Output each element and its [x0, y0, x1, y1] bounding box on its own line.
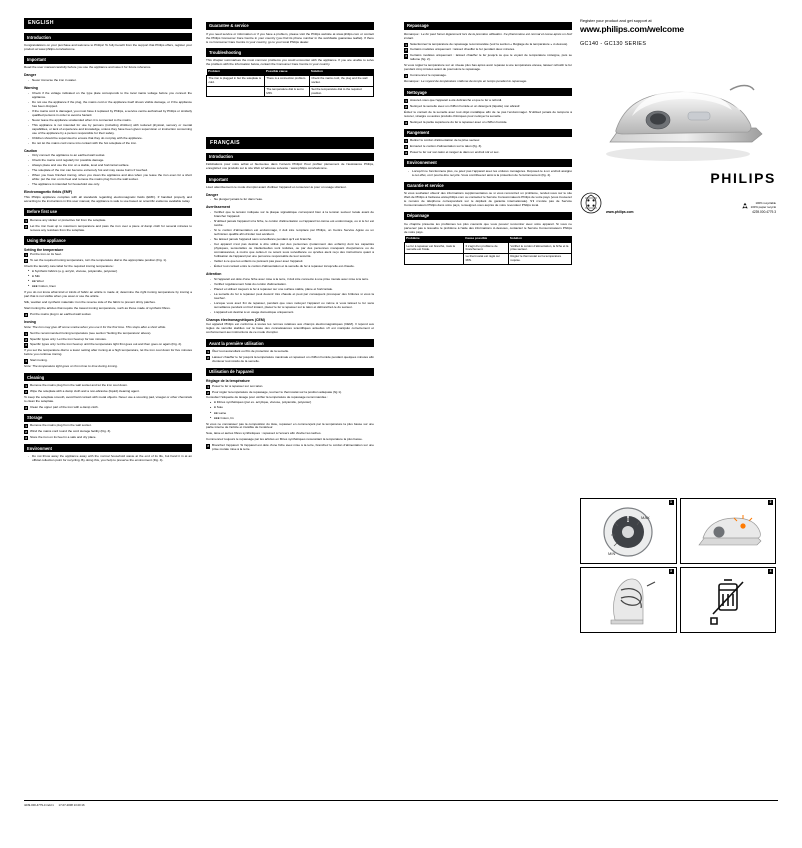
list-item: - Check if the voltage indicated on the type plate corresponds to the local mains voltage before you connect the appliance.: [29, 92, 192, 100]
subheading-warning: Warning: [24, 85, 38, 90]
subheading-cem: Champs électromagnétiques (CEM): [206, 317, 265, 322]
list-item: - Placez et utilisez toujours le fer à repasser sur une surface stable, plane et horizontale.: [211, 288, 374, 292]
environment-list: [24, 455, 192, 463]
emf-body: This Philips appliance complies with all standards regarding electromagnetic fields (EMF). If handled properly and according to the instructions in this user manual, the appliance is safe to use based on scientific evidence available today.: [24, 195, 192, 204]
figure-number: 4: [769, 569, 772, 573]
list-item: - Si le cordon d'alimentation est endommagé, il doit être remplacé par Philips, un Centre Service Agréé ou un technicien qualifié afin d'éviter tout accident.: [211, 229, 374, 237]
ironing-steps: [24, 332, 192, 348]
philips-shield-icon: [580, 192, 602, 214]
heading-utilisation: Utilisation de l'appareil: [206, 368, 374, 376]
caution-list: [24, 154, 192, 187]
subheading-emf: Electromagnetic fields (EMF): [24, 190, 73, 195]
ironing-note-1: Note: The iron may give off some smoke when you use it for the first time. This stops after a short while.: [24, 324, 167, 329]
cover-footer-row: [580, 192, 776, 214]
list-item: - Only connect the appliance to an earthed wall socket.: [29, 154, 192, 158]
list-item: Posez le fer à repasser sur son talon.: [206, 385, 374, 389]
guarantee-body: If you need service or information or if you have a problem, please visit the Philips website at www.philips.com or contact the Philips Consumer Care Centre in your country (you find its phone number in the worldwide guarantee leaflet). If there is no Consumer Care Centre in your country, go to your local Philips dealer.: [206, 31, 374, 44]
table-header-cell: Cause possible: [464, 236, 509, 242]
heading-important: Important: [24, 56, 192, 64]
garantie-body: Si vous souhaitez obtenir des informations supplémentaires ou si vous rencontrez un problème, rendez-vous sur le site Web de Philips à l'adresse www.philips.com ou contactez le Service Consommateurs Philips de votre pays (vous trouverez le numéro de téléphone correspondant sur le dépliant de garantie internationale). S'il n'existe pas de Service Consommateurs Philips dans votre pays, renseignez-vous auprès de votre revendeur Philips local.: [404, 191, 573, 208]
table-cell: The iron is plugged in but the soleplate is cold.: [207, 75, 265, 86]
list-item: Put the iron on its heel.: [24, 253, 192, 257]
storage-steps: [24, 424, 192, 440]
list-item: Nettoyez la semelle avec un chiffon humide et un détergent (liquide) non abrasif.: [404, 105, 572, 109]
warning-list: [24, 92, 192, 146]
list-item: - Lorsqu'il ne fonctionnera plus, ne jetez pas l'appareil avec les ordures ménagères. Déposez-le à un endroit assigné à cet effet, où il pourra être recyclé. Vous contribuerez ainsi à la protection de l'environnement (fig. 4).: [409, 170, 572, 178]
table-header-cell: Problem: [207, 69, 265, 75]
list-item: - Always place and use the iron on a stable, level and horizontal surface.: [29, 164, 192, 168]
figure-recycling: [680, 567, 777, 633]
list-item: - Vérifiez que la tension indiquée sur la plaque signalétique correspond bien à la tension secteur locale avant de brancher l'appareil.: [211, 211, 374, 219]
list-item: Wipe the soleplate with a damp cloth and a non-abrasive (liquid) cleaning agent.: [24, 390, 192, 394]
document-code: 4239.000.4779.3: [752, 209, 776, 214]
temperature-steps-fr: [206, 385, 374, 395]
table-cell: [207, 86, 265, 97]
depannage-body: Ce chapitre présente les problèmes les plus courants que vous pouvez rencontrer avec votre appareil. Si vous ne parvenez pas à résoudre le problème à l'aide des informations ci-dessous, contactez le Service Consommateurs Philips de votre pays.: [404, 221, 572, 234]
repassage-step-4: [404, 74, 572, 78]
fabric-body-2-fr: Soie, laine et autres fibres synthétiques : repassez à l'envers afin d'éviter les taches.: [206, 431, 322, 436]
table-header-cell: Problème: [405, 236, 464, 242]
table-cell: There is a connection problem.: [264, 75, 309, 86]
list-item: - Si l'appareil est doté d'une fiche avec mise à la terre, il doit être connecté à une prise murale avec mise à la terre.: [211, 278, 374, 282]
table-row: [405, 254, 572, 265]
figure-number: 2: [769, 500, 772, 504]
list-item: - Do not throw away the appliance away with the normal household waste at the end of its life, but hand it in at an official collection point for recycling. By doing this, you help to preserve the environment (Fig. 4).: [29, 455, 192, 463]
list-item: ● ● Synthetic fabrics (e.g. acrylic, viscose, polyamide, polyester): [29, 270, 192, 274]
footer-code: 4239-000-4779-3.indd 1: [24, 803, 54, 807]
table-cell: Vérifiez le cordon d'alimentation, la fiche et la prise secteur.: [508, 243, 571, 254]
repassage-note-2: Si vous réglez la température sur un niveau plus bas après avoir repassé à une température élevée, laissez refroidir le fer pendant cinq minutes avant de poursuivre le repassage.: [404, 63, 572, 72]
list-item: Certains modèles uniquement : laissez chauffer le fer jusqu'à ce que le voyant de température s'éteigne, puis se rallume (fig. 2).: [404, 54, 572, 62]
heading-repassage: Repassage: [404, 22, 572, 30]
subheading-caution: Caution: [24, 148, 38, 153]
list-item: Nettoyez la partie supérieure du fer à repasser avec un chiffon humide.: [404, 121, 572, 125]
heading-cleaning: Cleaning: [24, 373, 192, 381]
recycle-line-2: 100% papier recyclé: [750, 204, 776, 209]
list-item: Enroulez le cordon d'alimentation sur le talon (fig. 3).: [404, 145, 572, 149]
iron-product-image: [580, 54, 776, 166]
philips-logo: PHILIPS: [710, 170, 776, 187]
heading-avant-premiere-utilisation: Avant la première utilisation: [206, 339, 374, 347]
subheading-avertissement: Avertissement: [206, 205, 230, 210]
heading-garantie-service: Garantie et service: [404, 182, 572, 190]
heading-nettoyage: Nettoyage: [404, 88, 572, 96]
figure-row-top: [580, 498, 776, 564]
language-bar-english: ENGLISH: [24, 18, 192, 29]
fabric-body-2: Silk, woollen and synthetic materials: iron the reverse side of the fabric to prevent shiny patches.: [24, 300, 156, 305]
list-item: - Children should be supervised to ensure that they do not play with the appliance.: [29, 137, 192, 141]
list-item: ● ● Fibres synthétiques (par ex. acrylique, viscose, polyamide, polyester): [211, 401, 374, 405]
figure-number: 1: [670, 500, 672, 504]
table-header-cell: Solution: [508, 236, 571, 242]
list-item: ● ●● Wool: [29, 280, 192, 284]
repassage-note-1: Remarque : Le fer peut fumer légèrement lors de la première utilisation. Ce phénomène est normal et cesse après un bref instant.: [404, 31, 572, 40]
temperature-step-3-fr: [206, 444, 374, 452]
table-row: [405, 243, 572, 254]
table-header-cell: Solution: [309, 69, 373, 75]
list-item: Store the iron on its heel in a safe and dry place.: [24, 436, 192, 440]
figure-iron-heating: [680, 498, 777, 564]
register-line: Register your product and get support at: [580, 18, 652, 23]
repassage-steps: [404, 43, 572, 63]
list-item: - When you have finished ironing, when you clean the appliance and also when you leave the iron even for a short while: put the iron on its heel and remove the mains plug from the wall socket.: [29, 174, 192, 182]
heading-guarantee-service: Guarantee & service: [206, 22, 374, 30]
list-item: Branchez l'appareil. Si l'appareil est doté d'une fiche avec mise à la terre, branchez le cordon d'alimentation sur une prise murale mise à la terre.: [206, 444, 374, 452]
recycle-note: [741, 202, 776, 210]
heading-using-appliance: Using the appliance: [24, 236, 192, 244]
list-item: ● ● Soie: [211, 406, 374, 410]
table-cell: Réglez le thermostat sur la température requise.: [508, 254, 571, 265]
list-item: Posez le fer sur son talon et rangez-le dans un endroit sûr et sec.: [404, 151, 572, 155]
fabric-body-3-fr: Commencez toujours le repassage par les articles en fibres synthétiques nécessitant la température la plus basse.: [206, 437, 363, 442]
care-label-note-fr: Consultez l'étiquette de lavage pour vérifier la température de repassage recommandée :: [206, 395, 329, 400]
rangement-steps: [404, 139, 572, 155]
recycle-line-1: 100% recyclable: [755, 201, 776, 206]
heading-environnement: Environnement: [404, 159, 572, 167]
list-item: - Cet appareil n'est pas destiné à être utilisé par des personnes (notamment des enfants) dont les capacités physiques, sensorielles ou intellectuelles sont réduites, ou par des personnes manquant d'expérience ou de connaissances, à moins que celles-ci ne soient sous surveillance ou qu'elles aient reçu des instructions quant à l'utilisation de l'appareil par une personne responsable de leur sécurité.: [211, 243, 374, 259]
heading-rangement: Rangement: [404, 129, 572, 137]
list-item: Certains modèles uniquement : laissez chauffer le fer pendant deux minutes.: [404, 48, 572, 52]
list-item: - Do not use the appliance if the plug, the mains cord or the appliance itself shows visible damage, or if the appliance has been dropped.: [29, 101, 192, 109]
list-item: - Check the mains cord regularly for possible damage.: [29, 159, 192, 163]
list-item: Commencez le repassage.: [404, 74, 572, 78]
table-cell: Set the temperature dial to the required position.: [309, 86, 373, 97]
heading-important-fr: Important: [206, 175, 374, 183]
troubleshooting-body: This chapter summarises the most common problems you could encounter with the appliance. If you are unable to solve the problem with the information below, contact the Consumer Care Centre in your country.: [206, 58, 374, 67]
svg-text:MAX: MAX: [641, 515, 650, 520]
language-bar-francais: FRANÇAIS: [206, 137, 374, 148]
list-item: - Never leave the appliance unattended when it is connected to the mains.: [29, 119, 192, 123]
heading-depannage: Dépannage: [404, 212, 572, 220]
table-cell: [405, 254, 464, 265]
list-item: - The appliance is intended for household use only.: [29, 183, 192, 187]
before-first-use-steps: [24, 219, 192, 233]
subheading-attention: Attention: [206, 272, 222, 277]
column-english: [24, 18, 192, 465]
list-item: To set the required ironing temperature, turn the temperature dial to the appropriate position (Fig. 1).: [24, 259, 192, 263]
list-item: Remove the mains plug from the wall socket and let the iron cool down.: [24, 384, 192, 388]
cover-website-small: www.philips.com: [606, 209, 634, 214]
caution-list-fr: [206, 278, 374, 315]
figure-cord-storage: [580, 567, 677, 633]
important-intro: Read the user manual carefully before you use the appliance and save it for future reference.: [24, 65, 152, 70]
table-cell: Le thermostat est réglé sur MIN.: [464, 254, 509, 265]
fabric-body-1-fr: Si vous ne connaissez pas la composition du tissu, repassez en commençant par la température la plus basse sur une partie interne de l'article et invisible de l'extérieur.: [206, 421, 374, 430]
list-item: - This appliance is not intended for use by persons (including children) with reduced physical, sensory or mental capabilities, or lack of experience and knowledge, unless they have been given supervision or instruction concerning use of the appliance by a person responsible for their safety.: [29, 124, 192, 136]
temperature-step-3: [24, 313, 192, 317]
cleaning-step-3: [24, 406, 192, 410]
list-item: Specific types only: let the iron heat up until the temperature light first goes out and then goes on again (Fig. 2).: [24, 343, 192, 347]
environnement-list: [404, 170, 572, 178]
figure-temperature-dial: [580, 498, 677, 564]
list-item: Retirez le cordon d'alimentation de la prise secteur.: [404, 139, 572, 143]
list-item: - If the mains cord is damaged, you must have it replaced by Philips, a service centre authorised by Philips or similarly qualified persons in order to avoid a hazard.: [29, 110, 192, 118]
danger-list: [24, 79, 192, 83]
list-item: Wind the mains cord round the cord storage facility (Fig. 3).: [24, 430, 192, 434]
temperature-steps: [24, 253, 192, 263]
troubleshooting-table: [206, 69, 374, 97]
list-item: - Évitez tout contact entre le cordon d'alimentation et la semelle du fer à repasser lorsqu'elle est chaude.: [211, 265, 374, 269]
list-item: - Ne laissez jamais l'appareil sans surveillance pendant qu'il est branché.: [211, 238, 374, 242]
cleaning-steps: [24, 384, 192, 394]
table-row: [207, 75, 374, 86]
list-item: - Vérifiez régulièrement l'état du cordon d'alimentation.: [211, 283, 374, 287]
repassage-note-3: Remarque : Le voyant de température s'allume de temps en temps pendant le repassage.: [404, 79, 528, 84]
fabric-body-3: Start ironing the articles that require the lowest ironing temperature, such as those made of synthetic fibres.: [24, 306, 171, 311]
list-item: Specific types only: Let the iron heat up for two minutes.: [24, 338, 192, 342]
column-francais-continued: [404, 18, 572, 268]
list-item: - Veillez à ce que les enfants ne puissent pas jouer avec l'appareil.: [211, 260, 374, 264]
list-item: Ôtez tout autocollant ou film de protection de la semelle.: [206, 350, 374, 354]
list-item: Start ironing.: [24, 359, 192, 363]
list-item: - Ne plongez jamais le fer dans l'eau.: [211, 198, 374, 202]
table-header-cell: Possible cause: [264, 69, 309, 75]
cleaning-note: To keep the soleplate smooth, avoid hard contact with metal objects. Never use a scouring pad, vinegar or other chemicals to clean the soleplate.: [24, 394, 192, 403]
fabric-list: [24, 270, 192, 289]
list-item: Pour régler la température de repassage, tournez le thermostat sur la position adéquate (fig 1).: [206, 391, 374, 395]
figure-grid: [580, 498, 776, 636]
svg-text:MIN: MIN: [608, 551, 616, 556]
footer-text: [24, 804, 85, 808]
heading-troubleshooting: Troubleshooting: [206, 48, 374, 56]
list-item: ● ●●● Coton, lin: [211, 417, 374, 421]
list-item: Laissez chauffer le fer jusqu'à la température maximale et repassez un chiffon humide pendant quelques minutes afin d'enlever tout résidu de la semelle.: [206, 356, 374, 364]
website-url[interactable]: www.philips.com/welcome: [580, 24, 684, 35]
list-item: Remove any sticker or protective foil from the soleplate.: [24, 219, 192, 223]
list-item: - The soleplate of the iron can become extremely hot and may cause burns if touched.: [29, 169, 192, 173]
avant-steps: [206, 350, 374, 364]
important-intro-fr: Lisez attentivement ce mode d'emploi avant d'utiliser l'appareil et conservez-le pour un usage ultérieur.: [206, 184, 347, 189]
heading-environment: Environment: [24, 444, 192, 452]
list-item: Clean the upper part of the iron with a damp cloth.: [24, 406, 192, 410]
list-item: ● ●●● Cotton, linen: [29, 285, 192, 289]
intro-body: Congratulations on your purchase and welcome to Philips! To fully benefit from the support that Philips offers, register your product at www.philips.com/welcome.: [24, 42, 192, 51]
subheading-reglage-temperature: Réglage de la température: [206, 378, 250, 383]
list-item: Put the mains plug in an earthed wall socket.: [24, 313, 192, 317]
list-item: - La semelle du fer à repasser peut devenir très chaude et peut par conséquent provoquer des brûlures si vous la touchez.: [211, 293, 374, 301]
subheading-ironing: Ironing: [24, 319, 36, 324]
list-item: ● ● Silk: [29, 275, 192, 279]
fabric-body-1: If you do not know what kind or kinds of fabric an article is made of, determine the right ironing temperature by ironing a part that is not visible when you wear or use the article.: [24, 290, 192, 299]
heading-before-first-use: Before first use: [24, 208, 192, 216]
footer-date: 17-07-2008 13:20:16: [58, 803, 85, 807]
list-item: - Lorsque vous avez fini de repasser, pendant que vous nettoyez l'appareil ou même si vous laissez le fer sans surveillance pendant un bref instant, placez le fer à repasser sur le talon et débranchez-le du secteur.: [211, 302, 374, 310]
list-item: Assurez-vous que l'appareil a été débranché et que le fer a refroidi.: [404, 99, 572, 103]
depannage-table: [404, 236, 572, 264]
model-number: GC140 - GC130 SERIES: [580, 41, 647, 48]
footer-divider: [24, 800, 778, 801]
list-item: - L'appareil est destiné à un usage domestique uniquement.: [211, 311, 374, 315]
fabric-list-fr: [206, 401, 374, 420]
figure-number: 3: [670, 569, 672, 573]
column-english-continued-francais: [206, 18, 374, 454]
list-item: ● ●● Laine: [211, 412, 374, 416]
heading-introduction: Introduction: [24, 33, 192, 41]
warning-list-fr: [206, 211, 374, 269]
ironing-note-3: Note: The temperature light goes on from time to time during ironing.: [24, 364, 118, 369]
nettoyage-step-3: [404, 121, 572, 125]
subheading-danger-fr: Danger: [206, 192, 219, 197]
list-item: Sélectionnez la température de repassage recommandée (voir la section « Réglage de la température » ci-dessus).: [404, 43, 572, 47]
table-cell: Il s'agit d'un problème de branchement.: [464, 243, 509, 254]
list-item: Remove the mains plug from the wall socket.: [24, 424, 192, 428]
cem-body: Cet appareil Philips est conforme à toutes les normes relatives aux champs électromagnétiques (CEM). Il répond aux règles de sécurité établies sur la base des connaissances scientifiques actuelles s'il est manipulé correctement et conformément aux instructions de ce mode d'emploi.: [206, 322, 374, 335]
list-item: Set the recommended ironing temperature (see section 'Setting the temperature' above).: [24, 332, 192, 336]
heading-introduction-fr: Introduction: [206, 153, 374, 161]
table-cell: Check the mains cord, the plug and the wall socket.: [309, 75, 373, 86]
column-cover: [580, 18, 776, 214]
table-row: [207, 86, 374, 97]
subheading-danger: Danger: [24, 73, 37, 78]
list-item: Let the iron heat up to maximum temperature and pass the iron over a piece of damp cloth for several minutes to remove any residues from the soleplate.: [24, 225, 192, 233]
ironing-step-4: [24, 359, 192, 363]
intro-body-fr: Félicitations pour votre achat et bienvenue dans l'univers Philips! Pour profiter pleinement de l'assistance Philips, enregistrez vos produits sur le site Web à l'adresse suivante : www.philips.com/welcome.: [206, 162, 374, 171]
list-item: - Never immerse the iron in water.: [29, 79, 192, 83]
care-label-note: Check the laundry care label for the required ironing temperature:: [24, 264, 114, 269]
list-item: - N'utilisez jamais l'appareil si la fiche, le cordon d'alimentation ou l'appareil lui-même est endommagé, ou si le fer est tombé.: [211, 220, 374, 228]
table-cell: The temperature dial is set to MIN.: [264, 86, 309, 97]
danger-list-fr: [206, 198, 374, 202]
heading-storage: Storage: [24, 414, 192, 422]
table-cell: Le fer à repasser est branché, mais la semelle est froide.: [405, 243, 464, 254]
figure-row-bottom: [580, 567, 776, 633]
subheading-setting-temperature: Setting the temperature: [24, 247, 64, 252]
ironing-note-2: If you set the temperature dial to a lower setting after ironing at a high temperature, let the iron cool down for five minutes before you continue ironing.: [24, 348, 192, 357]
recycle-icon: [741, 202, 749, 210]
list-item: - Do not let the mains cord come into contact with the hot soleplate of the iron.: [29, 142, 192, 146]
nettoyage-steps: [404, 99, 572, 109]
nettoyage-note: Évitez le contact de la semelle avec tout objet métallique afin de ne pas l'endommager. N'utilisez jamais de tampons à récurer, vinaigre ou autres produits chimiques pour nettoyer la semelle.: [404, 109, 572, 118]
